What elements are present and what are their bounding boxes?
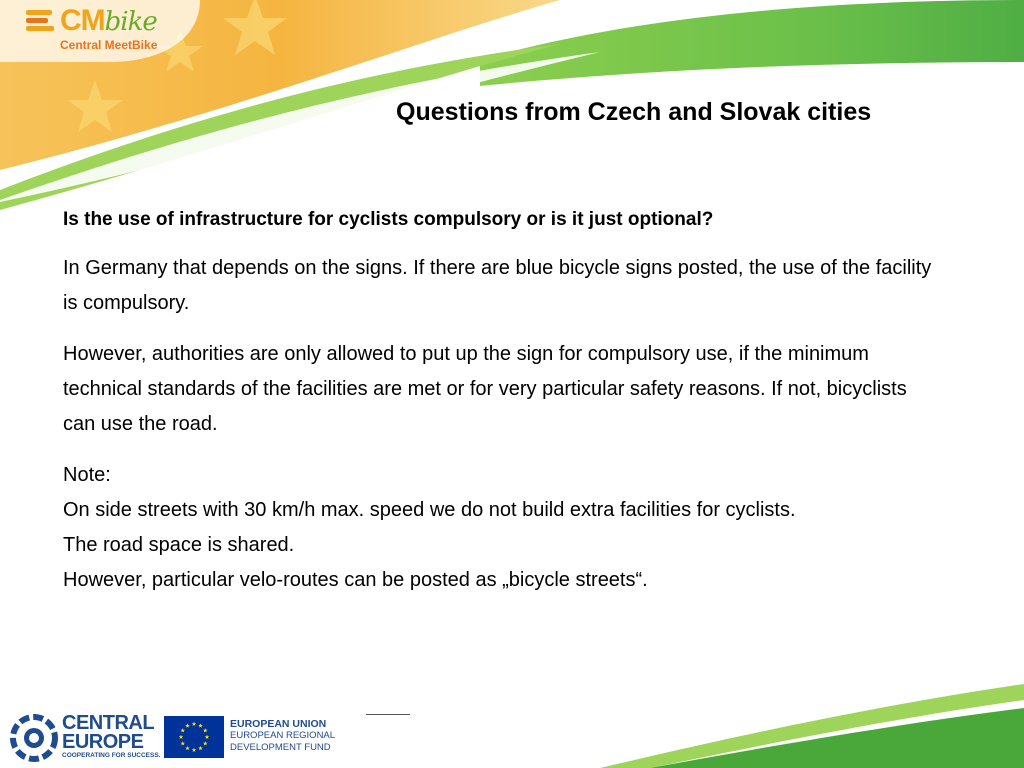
central-europe-wordmark [62, 714, 154, 752]
note-block [63, 458, 943, 598]
logo-tagline: Central MeetBike [60, 38, 158, 52]
logo-word-cm: CM [60, 4, 105, 37]
cmbike-logo [26, 4, 176, 56]
logo-word-bike: bike [104, 7, 157, 37]
slide-title: Questions from Czech and Slovak cities [396, 98, 872, 126]
ce-line-1: CENTRAL [62, 712, 155, 734]
answer-paragraph-2: However, authorities are only allowed to put up the sign for compulsory use, if the minimum technical standards of the facilities are met or for very particular safety reasons. If not, bicyclists can use the road. [63, 343, 907, 435]
logo-bars-icon [26, 10, 56, 36]
eu-flag-icon [164, 716, 224, 758]
eu-line-2: EUROPEAN REGIONAL [230, 730, 336, 741]
note-line: However, particular velo-routes can be posted as „bicycle streets“. [63, 569, 648, 591]
central-europe-logo [10, 712, 161, 762]
note-label: Note: [63, 464, 111, 486]
note-line: The road space is shared. [63, 534, 295, 556]
question-heading: Is the use of infrastructure for cyclists compulsory or is it just optional? [63, 209, 714, 230]
eu-line-3: DEVELOPMENT FUND [230, 742, 331, 753]
ce-tagline: COOPERATING FOR SUCCESS. [62, 752, 161, 759]
eu-fund-logo [164, 716, 336, 760]
logo-wordmark [60, 4, 157, 39]
eu-text [230, 718, 335, 754]
central-europe-emblem-icon [10, 714, 58, 762]
ce-line-2: EUROPE [62, 731, 144, 753]
footer-divider [366, 714, 410, 715]
answer-paragraph-1: In Germany that depends on the signs. If there are blue bicycle signs posted, the use of the facility is compulsory. [63, 257, 932, 314]
eu-line-1: EUROPEAN UNION [230, 718, 327, 730]
slide-content [63, 202, 943, 598]
note-line: On side streets with 30 km/h max. speed we do not build extra facilities for cyclists. [63, 499, 796, 521]
